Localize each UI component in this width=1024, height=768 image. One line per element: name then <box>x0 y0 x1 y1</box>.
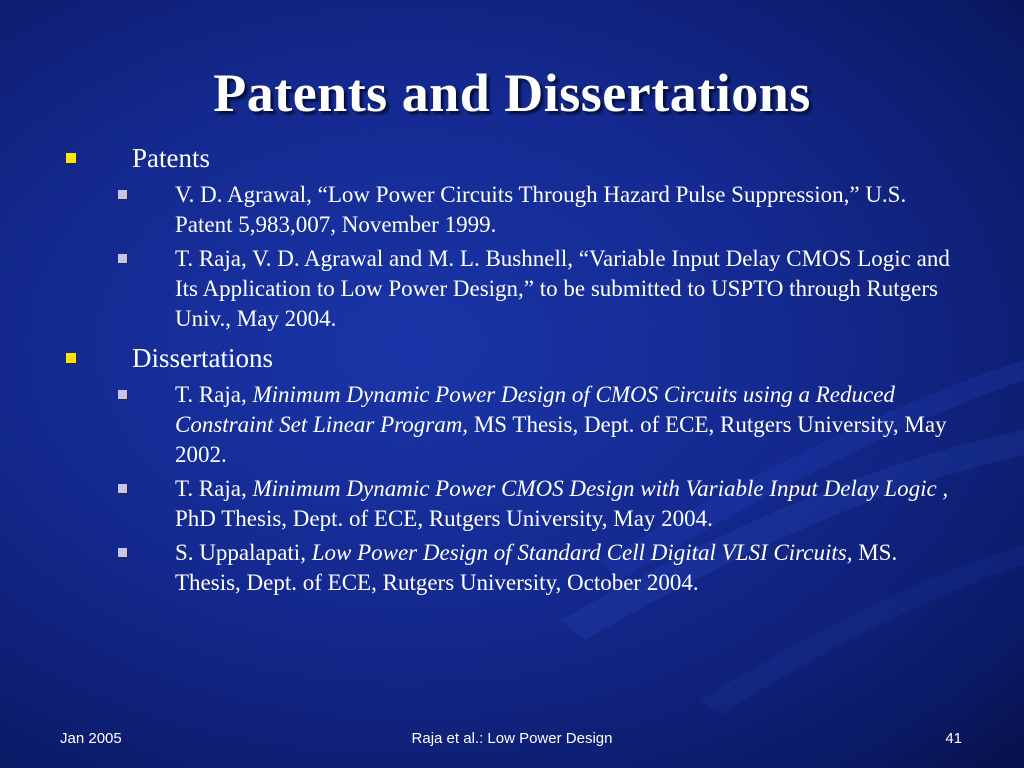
item-details: PhD Thesis, Dept. of ECE, Rutgers University, May 2004. <box>175 506 713 531</box>
section-heading-dissertations <box>0 342 1024 374</box>
footer-page-number: 41 <box>945 730 962 747</box>
item-details: MS Thesis, Dept. of ECE, Rutgers University, May 2002. <box>175 412 947 467</box>
square-bullet-icon <box>118 190 127 199</box>
section-heading-label: Patents <box>132 143 210 173</box>
item-text: V. D. Agrawal, “Low Power Circuits Through Hazard Pulse Suppression,” U.S. Patent 5,983,007, November 1999. <box>175 182 907 237</box>
list-item <box>0 474 1024 534</box>
item-author: S. Uppalapati, <box>175 540 312 565</box>
list-item <box>0 538 1024 598</box>
section-heading-label: Dissertations <box>132 343 273 373</box>
slide-title: Patents and Dissertations <box>213 63 811 123</box>
square-bullet-icon <box>118 254 127 263</box>
square-bullet-icon <box>118 390 127 399</box>
item-details: MS. Thesis, Dept. of ECE, Rutgers University, October 2004. <box>175 540 898 595</box>
item-title: Minimum Dynamic Power Design of CMOS Circuits using a Reduced Constraint Set Linear Program, <box>175 382 895 437</box>
item-text: T. Raja, V. D. Agrawal and M. L. Bushnell, “Variable Input Delay CMOS Logic and Its Application to Low Power Design,” to be submitted to USPTO through Rutgers Univ., May 2004. <box>175 246 950 331</box>
section-heading-patents <box>0 142 1024 174</box>
square-bullet-icon <box>118 484 127 493</box>
slide-content <box>0 142 1024 602</box>
item-author: T. Raja, <box>175 382 253 407</box>
list-item <box>0 180 1024 240</box>
square-bullet-icon <box>118 548 127 557</box>
item-title: Low Power Design of Standard Cell Digital VLSI Circuits, <box>311 540 853 565</box>
item-title: Minimum Dynamic Power CMOS Design with Variable Input Delay Logic , <box>252 476 949 501</box>
list-item <box>0 380 1024 470</box>
item-author: T. Raja, <box>175 476 253 501</box>
list-item <box>0 244 1024 334</box>
footer-date: Jan 2005 <box>60 730 122 747</box>
square-bullet-icon <box>66 353 76 363</box>
square-bullet-icon <box>66 153 76 163</box>
footer-title: Raja et al.: Low Power Design <box>411 730 613 747</box>
